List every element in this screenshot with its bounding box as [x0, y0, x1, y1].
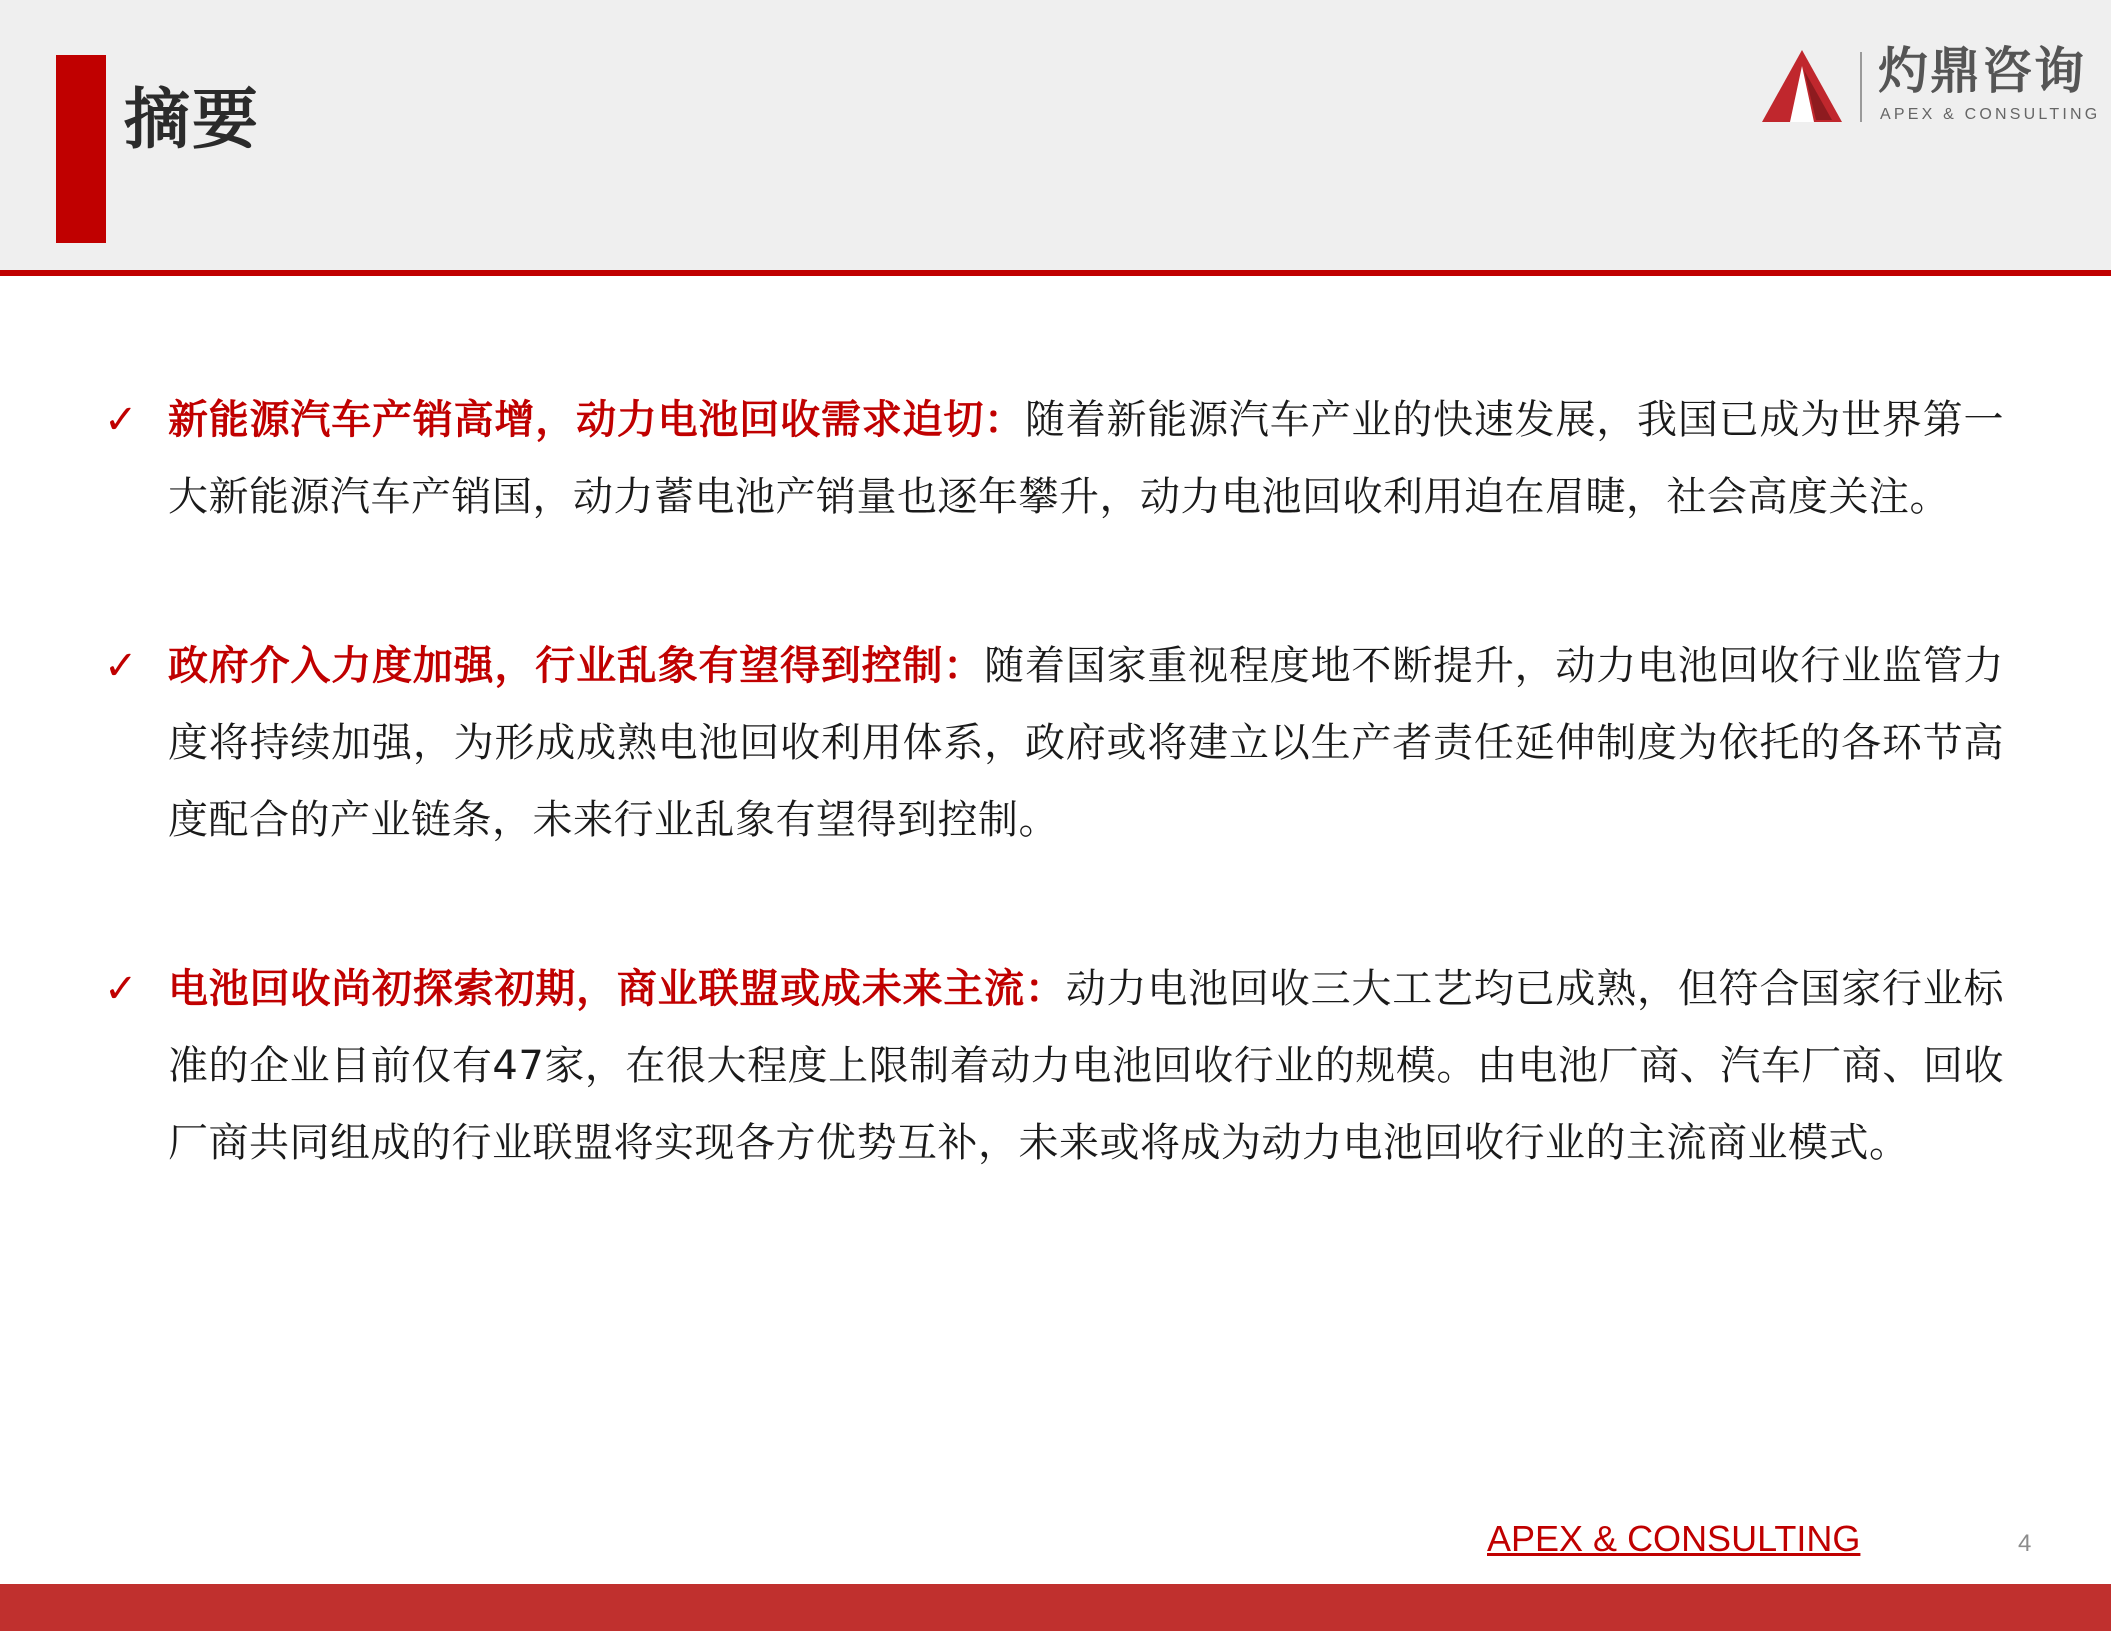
title-accent-bar — [56, 55, 106, 243]
header-divider — [0, 270, 2111, 276]
summary-bullet — [104, 382, 2004, 536]
summary-bullet — [104, 951, 2004, 1182]
page-number: 4 — [2018, 1530, 2032, 1557]
summary-content — [104, 382, 2004, 1274]
logo-name-cn: 灼鼎咨询 — [1878, 42, 2086, 100]
footer-bar — [0, 1584, 2111, 1631]
bullet-body: 随着国家重视程度地不断提升，动力电池回收行业监管力度将持续加强，为形成成熟电池回收利用体系，政府或将建立以生产者责任延伸制度为依托的各环节高度配合的产业链条，未来行业乱象有望得到控制。 — [168, 643, 2005, 843]
bullet-heading: 政府介入力度加强，行业乱象有望得到控制： — [168, 643, 985, 689]
checkmark-icon: ✓ — [104, 397, 139, 443]
logo-name-en: APEX & CONSULTING — [1880, 106, 2101, 123]
bullet-heading: 电池回收尚初探索初期，商业联盟或成未来主流： — [168, 966, 1066, 1012]
page-title: 摘要 — [124, 81, 260, 158]
checkmark-icon: ✓ — [104, 643, 139, 689]
apex-triangle-logo-icon — [1760, 48, 1844, 124]
footer-brand-link[interactable]: APEX & CONSULTING — [1487, 1518, 1861, 1559]
bullet-heading: 新能源汽车产销高增，动力电池回收需求迫切： — [168, 397, 1025, 443]
checkmark-icon: ✓ — [104, 966, 139, 1012]
bullet-body: 随着新能源汽车产业的快速发展，我国已成为世界第一大新能源汽车产销国，动力蓄电池产销量也逐年攀升，动力电池回收利用迫在眉睫，社会高度关注。 — [168, 397, 2005, 520]
logo-divider — [1860, 52, 1862, 122]
bullet-body: 动力电池回收三大工艺均已成熟，但符合国家行业标准的企业目前仅有47家，在很大程度上限制着动力电池回收行业的规模。由电池厂商、汽车厂商、回收厂商共同组成的行业联盟将实现各方优势互补，未来或将成为动力电池回收行业的主流商业模式。 — [168, 966, 2004, 1166]
company-logo — [1758, 42, 2101, 134]
summary-bullet — [104, 628, 2004, 859]
header-band — [0, 0, 2111, 270]
